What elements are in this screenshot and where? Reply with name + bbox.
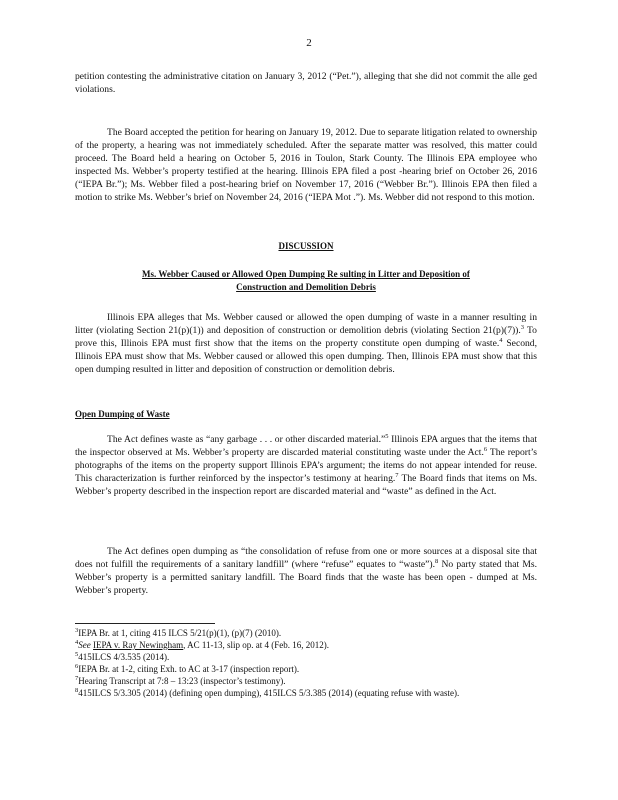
footnotes [75, 627, 537, 699]
footnote-ref: 6 [483, 445, 488, 453]
footnote-number: 8 [75, 687, 79, 694]
footnote-text: Hearing Transcript at 7:8 – 13:23 (inspector’s testimony). [78, 676, 286, 686]
subsection-heading-block [75, 408, 537, 421]
paragraph-petition [75, 70, 537, 96]
text-run: Second, Illinois EPA must show that Ms. Webber caused or allowed this open dumping. Then, Illinois EPA must show that this open dumping resulted in litter and deposition of construction or demolition debris. [75, 338, 537, 375]
footnote-ref: 5 [385, 432, 389, 440]
text-run: Illinois EPA alleges that Ms. Webber caused or allowed the open dumping of waste in a manner resulting in litter (violating Section 21(p)(1)) and deposition of construction or demolition debris (violating Section 21(p)(7)). [75, 312, 537, 336]
page-number: 2 [306, 37, 312, 49]
footnote-ref: 3 [520, 323, 525, 331]
section-heading: Ms. Webber Caused or Allowed Open Dumping Re sulting in Litter and Deposition of Construction and Demolition Debris [142, 269, 470, 292]
footnote-3 [75, 627, 537, 639]
footnote-text: IEPA Br. at 1-2, citing Exh. to AC at 3-17 (inspection report). [78, 664, 300, 674]
footnote-number: 4 [75, 639, 79, 646]
footnote-4 [75, 639, 537, 651]
footnote-ref: 7 [395, 471, 399, 479]
text-run: The Act defines open dumping as “the consolidation of refuse from one or more sources at a disposal site that does not fulfill the requirements of a sanitary landfill” (where “refuse” equates to “waste”). [75, 546, 537, 570]
paragraph-text [75, 545, 537, 597]
paragraph-open-dumping [75, 545, 537, 597]
footnote-text: 415ILCS 4/3.535 (2014). [78, 652, 170, 662]
footnote-text: , AC 11-13, slip op. at 4 (Feb. 16, 2012). [183, 640, 330, 650]
footnote-text: IEPA Br. at 1, citing 415 ILCS 5/21(p)(1), (p)(7) (2010). [78, 628, 282, 638]
footnote-7 [75, 675, 537, 687]
paragraph-waste-definition [75, 433, 537, 498]
footnote-signal: See [78, 640, 91, 650]
footnote-ref: 4 [499, 336, 503, 344]
text-run: The Board finds that items on Ms. Webber’s property described in the inspection report are discarded material and “waste” as defined in the Act. [75, 473, 537, 497]
paragraph-text: petition contesting the administrative citation on January 3, 2012 (“Pet.”), alleging that she did not commit the alle ged violations. [75, 71, 537, 95]
footnote-text: 415ILCS 5/3.305 (2014) (defining open dumping), 415ILCS 5/3.385 (2014) (equating refuse with waste). [78, 688, 460, 698]
text-run: The Act defines waste as “any garbage . . . or other discarded material.” [107, 434, 386, 445]
footnote-separator [75, 623, 215, 624]
paragraph-text: The Board accepted the petition for hearing on January 19, 2012. Due to separate litigation related to ownership of the property, a hearing was not immediately scheduled. After the separate matter was resolved, this matter could proceed. The Board held a hearing on October 5, 2016 in Toulon, Stark County. The Illinois EPA employee who inspected Ms. Webber’s property testified at the hearing. Illinois EPA filed a post -hearing brief on October 26, 2016 (“IEPA Br.”); Ms. Webber filed a post-hearing brief on November 17, 2016 (“Webber Br.”). Illinois EPA then filed a motion to strike Ms. Webber’s brief on November 24, 2016 (“IEPA Mot .”). Ms. Webber did not respond to this motion. [75, 127, 537, 203]
text-run: To prove this, Illinois EPA must first show that the items on the property constitute open dumping of waste. [75, 325, 537, 349]
footnote-number: 6 [75, 663, 79, 670]
footnote-6 [75, 663, 537, 675]
discussion-heading-block [75, 240, 537, 253]
text-run: No party stated that Ms. Webber’s property is a permitted sanitary landfill. The Board finds that the waste has been open - dumped at Ms. Webber’s property. [75, 559, 537, 596]
footnote-ref: 8 [435, 557, 439, 565]
paragraph-text [75, 433, 537, 498]
discussion-heading: DISCUSSION [278, 241, 334, 251]
footnote-number: 7 [75, 675, 79, 682]
footnote-number: 3 [75, 627, 79, 634]
paragraph-procedural-history [75, 126, 537, 204]
section-heading-block [120, 268, 492, 294]
subsection-heading: Open Dumping of Waste [75, 409, 170, 419]
footnote-case-name: IEPA v. Ray Newingham [93, 640, 184, 650]
text-run: The report’s photographs of the items on the property support Illinois EPA’s argument; the items do not appear intended for reuse. This characterization is further reinforced by the inspector’s testimony at hearing. [75, 447, 538, 484]
footnote-8 [75, 687, 537, 699]
paragraph-text [75, 311, 537, 376]
text-run: Illinois EPA argues that the items that the inspector observed at Ms. Webber’s property are discarded material constituting waste under the Act. [75, 434, 537, 458]
footnote-number: 5 [75, 651, 79, 658]
paragraph-allegations [75, 311, 537, 376]
footnote-5 [75, 651, 537, 663]
